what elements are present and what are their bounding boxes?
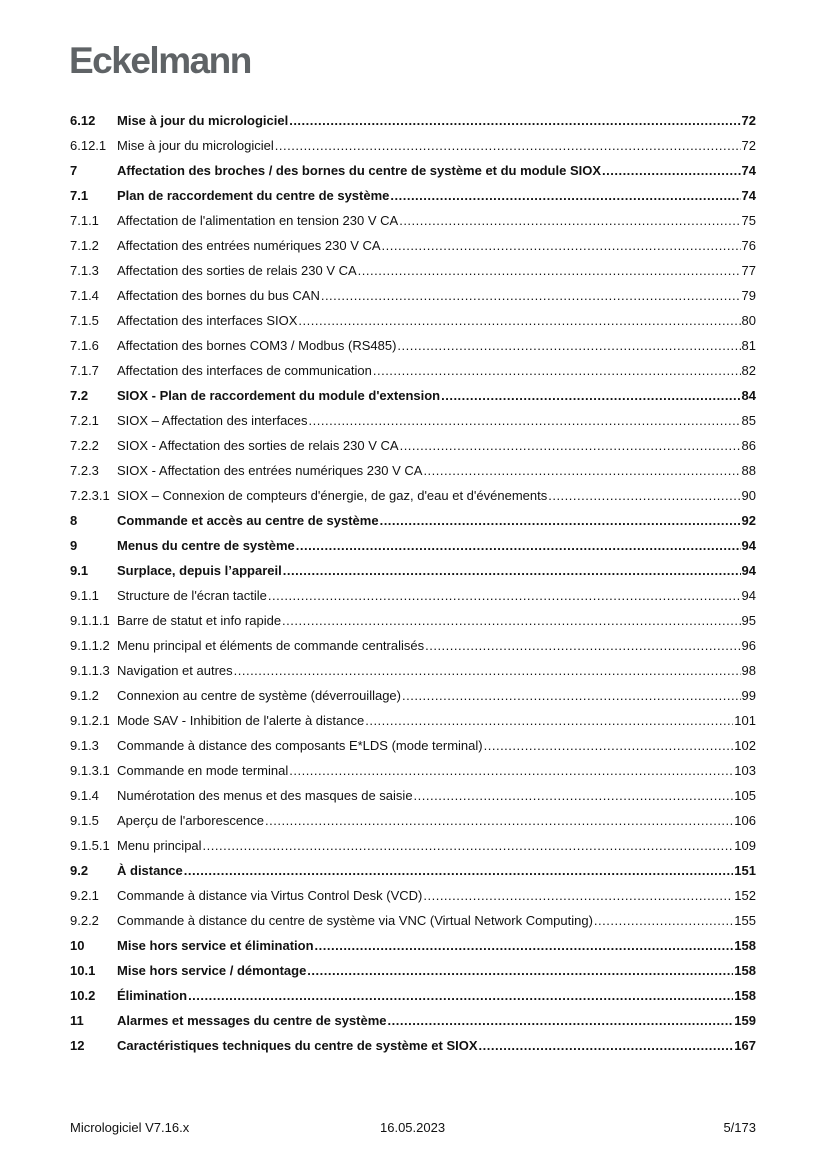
toc-entry-number: 12: [70, 1038, 85, 1053]
dot-leader: [441, 386, 740, 406]
toc-entry-title: À distance: [117, 863, 183, 878]
table-of-contents: [70, 111, 756, 1061]
dot-leader: [315, 936, 734, 956]
dot-leader: [275, 136, 741, 156]
toc-entry-page: 72: [741, 138, 756, 153]
toc-entry-number: 9.1.2: [70, 688, 99, 703]
dot-leader: [602, 161, 741, 181]
toc-entry-number: 10.1: [70, 963, 96, 978]
toc-entry-number: 9.2.2: [70, 913, 99, 928]
footer-date: 16.05.2023: [380, 1120, 446, 1135]
toc-entry[interactable]: [70, 811, 756, 836]
toc-entry-title: Caractéristiques techniques du centre de système et SIOX: [117, 1038, 478, 1053]
toc-entry[interactable]: [70, 386, 756, 411]
toc-entry[interactable]: [70, 636, 756, 661]
toc-entry[interactable]: [70, 761, 756, 786]
toc-entry-number: 9.1: [70, 563, 89, 578]
toc-entry[interactable]: [70, 586, 756, 611]
toc-entry-number: 7.1.3: [70, 263, 99, 278]
toc-entry-number: 9.1.1.3: [70, 663, 110, 678]
toc-entry-page: 77: [741, 263, 756, 278]
toc-entry[interactable]: [70, 461, 756, 486]
footer-page-number: 5/173: [723, 1120, 756, 1135]
dot-leader: [283, 561, 741, 581]
toc-entry-page: 74: [741, 188, 756, 203]
toc-entry-title: Menu principal: [117, 838, 202, 853]
dot-leader: [365, 711, 733, 731]
toc-entry-title: SIOX – Affectation des interfaces: [117, 413, 308, 428]
toc-entry[interactable]: [70, 336, 756, 361]
toc-entry[interactable]: [70, 411, 756, 436]
dot-leader: [399, 211, 740, 231]
toc-entry-title: Plan de raccordement du centre de système: [117, 188, 390, 203]
toc-entry-number: 9.1.3.1: [70, 763, 110, 778]
dot-leader: [203, 836, 734, 856]
toc-entry-title: Commande à distance via Virtus Control Desk (VCD): [117, 888, 423, 903]
toc-entry-number: 6.12: [70, 113, 96, 128]
toc-entry[interactable]: [70, 711, 756, 736]
toc-entry-page: 103: [734, 763, 756, 778]
toc-entry[interactable]: [70, 861, 756, 886]
dot-leader: [400, 436, 741, 456]
toc-entry[interactable]: [70, 161, 756, 186]
toc-entry-title: Affectation de l'alimentation en tension 230 V CA: [117, 213, 399, 228]
toc-entry-title: Élimination: [117, 988, 188, 1003]
toc-entry-number: 8: [70, 513, 78, 528]
dot-leader: [479, 1036, 734, 1056]
toc-entry-page: 109: [734, 838, 756, 853]
toc-entry-number: 9.1.1.2: [70, 638, 110, 653]
toc-entry-title: Affectation des interfaces de communication: [117, 363, 372, 378]
dot-leader: [380, 511, 741, 531]
footer-firmware-version: Micrologiciel V7.16.x: [70, 1120, 190, 1135]
toc-entry[interactable]: [70, 661, 756, 686]
toc-entry-title: Connexion au centre de système (déverrouillage): [117, 688, 401, 703]
toc-entry-page: 158: [734, 938, 756, 953]
toc-entry-number: 9: [70, 538, 78, 553]
dot-leader: [268, 586, 741, 606]
toc-entry[interactable]: [70, 786, 756, 811]
toc-entry[interactable]: [70, 361, 756, 386]
toc-entry[interactable]: [70, 686, 756, 711]
toc-entry-number: 9.2.1: [70, 888, 99, 903]
toc-entry-number: 7.2.3.1: [70, 488, 110, 503]
toc-entry-number: 9.1.5.1: [70, 838, 110, 853]
toc-entry-number: 9.1.4: [70, 788, 99, 803]
toc-entry[interactable]: [70, 486, 756, 511]
toc-entry[interactable]: [70, 736, 756, 761]
toc-entry-number: 11: [70, 1013, 84, 1028]
toc-entry-number: 9.1.1.1: [70, 613, 110, 628]
toc-entry[interactable]: [70, 261, 756, 286]
toc-entry[interactable]: [70, 436, 756, 461]
toc-entry-number: 7.2: [70, 388, 89, 403]
toc-entry[interactable]: [70, 911, 756, 936]
toc-entry-title: Affectation des broches / des bornes du centre de système et du module SIOX: [117, 163, 602, 178]
toc-entry-page: 151: [734, 863, 756, 878]
toc-entry-title: Structure de l'écran tactile: [117, 588, 267, 603]
eckelmann-logo: Eckelmann: [69, 40, 251, 81]
toc-entry-page: 85: [741, 413, 756, 428]
toc-entry-page: 99: [741, 688, 756, 703]
dot-leader: [388, 1011, 734, 1031]
toc-entry-title: Numérotation des menus et des masques de saisie: [117, 788, 413, 803]
toc-entry-title: Affectation des bornes COM3 / Modbus (RS485): [117, 338, 397, 353]
toc-entry[interactable]: [70, 186, 756, 211]
toc-entry[interactable]: [70, 561, 756, 586]
toc-entry-title: Surplace, depuis l’appareil: [117, 563, 282, 578]
dot-leader: [425, 636, 740, 656]
toc-entry-number: 9.1.5: [70, 813, 99, 828]
toc-entry-page: 92: [741, 513, 756, 528]
dot-leader: [321, 286, 741, 306]
dot-leader: [423, 886, 733, 906]
dot-leader: [548, 486, 740, 506]
dot-leader: [309, 411, 741, 431]
toc-entry-title: Mise hors service et élimination: [117, 938, 314, 953]
toc-entry-page: 81: [741, 338, 756, 353]
toc-entry[interactable]: [70, 311, 756, 336]
toc-entry-page: 82: [741, 363, 756, 378]
toc-entry-title: Navigation et autres: [117, 663, 233, 678]
toc-entry-title: Commande à distance du centre de système via VNC (Virtual Network Computing): [117, 913, 593, 928]
toc-entry-number: 6.12.1: [70, 138, 107, 153]
dot-leader: [397, 336, 740, 356]
toc-entry-number: 9.1.2.1: [70, 713, 110, 728]
toc-entry-title: Mode SAV - Inhibition de l'alerte à distance: [117, 713, 365, 728]
toc-entry-title: Mise à jour du micrologiciel: [117, 138, 274, 153]
toc-entry-number: 7.2.3: [70, 463, 99, 478]
dot-leader: [358, 261, 741, 281]
toc-entry-page: 94: [741, 563, 756, 578]
toc-entry[interactable]: [70, 886, 756, 911]
toc-entry-title: SIOX – Connexion de compteurs d'énergie, de gaz, d'eau et d'événements: [117, 488, 548, 503]
toc-entry-page: 79: [741, 288, 756, 303]
toc-entry-page: 155: [734, 913, 756, 928]
toc-entry-title: Affectation des interfaces SIOX: [117, 313, 298, 328]
toc-entry-page: 84: [741, 388, 756, 403]
toc-entry-number: 9.1.1: [70, 588, 99, 603]
toc-entry[interactable]: [70, 986, 756, 1011]
toc-entry-number: 7.1.2: [70, 238, 99, 253]
toc-entry-page: 76: [741, 238, 756, 253]
toc-entry[interactable]: [70, 536, 756, 561]
toc-entry-number: 9.2: [70, 863, 89, 878]
toc-entry-number: 7.1.1: [70, 213, 99, 228]
toc-entry[interactable]: [70, 961, 756, 986]
toc-entry[interactable]: [70, 511, 756, 536]
toc-entry[interactable]: [70, 236, 756, 261]
dot-leader: [594, 911, 733, 931]
toc-entry-title: Barre de statut et info rapide: [117, 613, 282, 628]
dot-leader: [414, 786, 734, 806]
toc-entry-title: Menus du centre de système: [117, 538, 295, 553]
toc-entry-page: 74: [741, 163, 756, 178]
toc-entry-page: 88: [741, 463, 756, 478]
toc-entry-page: 101: [734, 713, 756, 728]
toc-entry-title: SIOX - Affectation des entrées numériques 230 V CA: [117, 463, 423, 478]
toc-entry-page: 80: [741, 313, 756, 328]
toc-entry-number: 7.1.4: [70, 288, 99, 303]
toc-entry-number: 7.1.6: [70, 338, 99, 353]
toc-entry-number: 7.1.5: [70, 313, 99, 328]
toc-entry-page: 96: [741, 638, 756, 653]
dot-leader: [234, 661, 741, 681]
toc-entry-title: Affectation des bornes du bus CAN: [117, 288, 320, 303]
toc-entry-page: 90: [741, 488, 756, 503]
dot-leader: [289, 111, 740, 131]
toc-entry-page: 95: [741, 613, 756, 628]
toc-entry-number: 7.2.2: [70, 438, 99, 453]
toc-entry-number: 7.1: [70, 188, 89, 203]
toc-entry-title: Affectation des entrées numériques 230 V CA: [117, 238, 381, 253]
dot-leader: [282, 611, 740, 631]
dot-leader: [390, 186, 740, 206]
toc-entry-title: Mise à jour du micrologiciel: [117, 113, 289, 128]
toc-entry[interactable]: [70, 611, 756, 636]
dot-leader: [402, 686, 741, 706]
toc-entry-page: 106: [734, 813, 756, 828]
toc-entry-number: 10.2: [70, 988, 96, 1003]
toc-entry-page: 158: [734, 988, 756, 1003]
toc-entry-page: 102: [734, 738, 756, 753]
dot-leader: [289, 761, 733, 781]
toc-entry-title: Commande et accès au centre de système: [117, 513, 379, 528]
toc-entry[interactable]: [70, 836, 756, 861]
toc-entry[interactable]: [70, 111, 756, 136]
toc-entry[interactable]: [70, 936, 756, 961]
toc-entry-page: 159: [734, 1013, 756, 1028]
toc-entry-page: 94: [741, 588, 756, 603]
dot-leader: [382, 236, 741, 256]
dot-leader: [296, 536, 741, 556]
toc-entry-number: 10: [70, 938, 85, 953]
toc-entry-title: Commande en mode terminal: [117, 763, 289, 778]
toc-entry-page: 98: [741, 663, 756, 678]
toc-entry-page: 152: [734, 888, 756, 903]
dot-leader: [307, 961, 733, 981]
toc-entry-page: 94: [741, 538, 756, 553]
toc-entry-page: 105: [734, 788, 756, 803]
dot-leader: [484, 736, 734, 756]
toc-entry-title: Commande à distance des composants E*LDS (mode terminal): [117, 738, 483, 753]
dot-leader: [373, 361, 741, 381]
dot-leader: [188, 986, 733, 1006]
toc-entry-number: 7: [70, 163, 78, 178]
toc-entry-number: 9.1.3: [70, 738, 99, 753]
toc-entry-number: 7.2.1: [70, 413, 99, 428]
toc-entry[interactable]: [70, 136, 756, 161]
dot-leader: [298, 311, 740, 331]
toc-entry-page: 72: [741, 113, 756, 128]
toc-entry-title: Alarmes et messages du centre de système: [117, 1013, 387, 1028]
toc-entry[interactable]: [70, 1036, 756, 1061]
dot-leader: [184, 861, 734, 881]
toc-entry[interactable]: [70, 286, 756, 311]
toc-entry-title: Affectation des sorties de relais 230 V CA: [117, 263, 357, 278]
toc-entry-page: 75: [741, 213, 756, 228]
toc-entry-page: 158: [734, 963, 756, 978]
toc-entry-title: Aperçu de l'arborescence: [117, 813, 265, 828]
toc-entry-page: 167: [734, 1038, 756, 1053]
toc-entry-page: 86: [741, 438, 756, 453]
toc-entry-title: Mise hors service / démontage: [117, 963, 307, 978]
toc-entry-title: SIOX - Plan de raccordement du module d'extension: [117, 388, 441, 403]
dot-leader: [423, 461, 740, 481]
toc-entry-title: SIOX - Affectation des sorties de relais 230 V CA: [117, 438, 399, 453]
toc-entry[interactable]: [70, 211, 756, 236]
dot-leader: [265, 811, 733, 831]
toc-entry-title: Menu principal et éléments de commande centralisés: [117, 638, 425, 653]
toc-entry[interactable]: [70, 1011, 756, 1036]
toc-entry-number: 7.1.7: [70, 363, 99, 378]
